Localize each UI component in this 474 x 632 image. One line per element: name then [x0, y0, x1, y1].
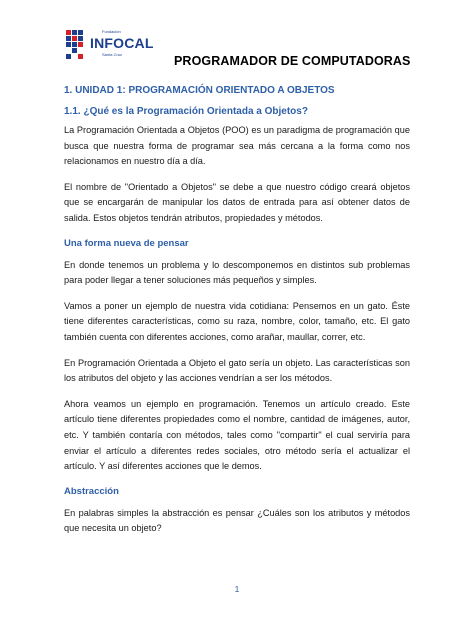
document-body [64, 84, 410, 547]
section-heading: 1. UNIDAD 1: PROGRAMACIÓN ORIENTADO A OBJETOS [64, 85, 335, 96]
paragraph-6: Ahora veamos un ejemplo en programación. Tenemos un artículo creado. Este artículo tiene diferentes propiedades como el nombre, cantidad de imágenes, autor, etc. Y también contaría con métodos, tales como "compartir" el cual serviría para enviar el artículo a diferentes redes sociales, otro método sería el actualizar el artículo. Y así diferentes acciones que le demos. [64, 398, 410, 472]
paragraph-7: En palabras simples la abstracción es pensar ¿Cuáles son los atributos y métodos que necesita un objeto? [64, 507, 410, 534]
page-header [66, 26, 426, 76]
subsection-heading: 1.1. ¿Qué es la Programación Orientada a Objetos? [64, 106, 308, 117]
paragraph-3: En donde tenemos un problema y lo descomponemos en distintos sub problemas para poder llegar a tener soluciones más pequeños y simples. [64, 259, 410, 286]
paragraph-2: El nombre de "Orientado a Objetos" se debe a que nuestro código creará objetos que se encargarán de manipular los datos de entrada para así obtener datos de salida. Estos objetos tendrán atributos, propiedades y métodos. [64, 181, 410, 223]
logo-name: INFOCAL [90, 35, 154, 51]
logo-bottom-text: Santa Cruz [102, 52, 123, 57]
paragraph-4: Vamos a poner un ejemplo de nuestra vida cotidiana: Pensemos en un gato. Éste tiene diferentes características, como su raza, nombre, color, tamaño, etc. El gato también cuenta con diferentes acciones, como arañar, maullar, correr, etc. [64, 300, 410, 342]
heading-new-way: Una forma nueva de pensar [64, 237, 189, 249]
logo-grid-icon [66, 30, 88, 60]
paragraph-1: La Programación Orientada a Objetos (POO) es un paradigma de programación que busca que nuestra forma de programar sea más cercana a la forma como nos relacionamos en nuestro día a día. [64, 125, 410, 167]
document-title: PROGRAMADOR DE COMPUTADORAS [174, 54, 411, 68]
paragraph-5: En Programación Orientada a Objeto el gato sería un objeto. Las características son los atributos del objeto y las acciones vendrían a ser los métodos. [64, 357, 410, 384]
heading-abstraction: Abstracción [64, 485, 119, 497]
page-number: 1 [234, 584, 240, 594]
infocal-logo [66, 26, 166, 70]
logo-top-text: Fundación [102, 29, 121, 34]
